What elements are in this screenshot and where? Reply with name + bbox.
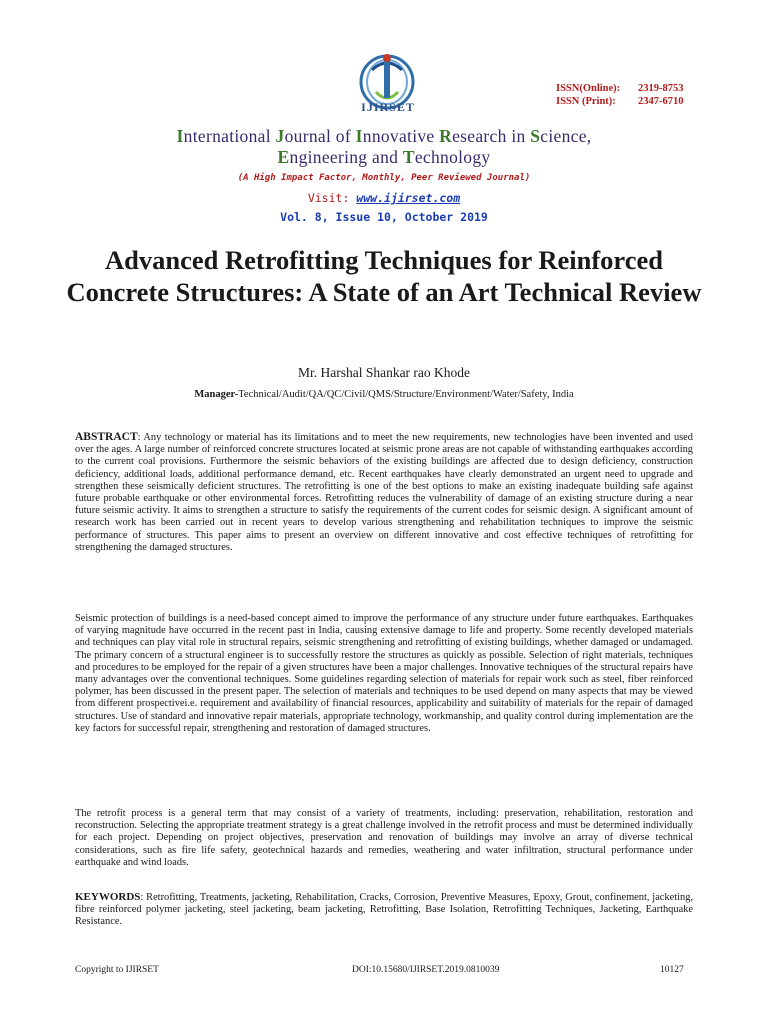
volume-issue: Vol. 8, Issue 10, October 2019 [280,210,488,224]
journal-word: ngineering and [289,147,403,167]
journal-tagline: (A High Impact Factor, Monthly, Peer Reviewed Journal) [237,173,531,183]
journal-cap: T [402,147,415,167]
keywords-heading: KEYWORDS [75,891,141,903]
journal-word: ournal of [284,126,356,146]
body-paragraph-1: Seismic protection of buildings is a need-based concept aimed to improve the performance of any structure under future earthquakes. Earthquakes of varying magnitude have occurred in the recent past in India, causing extensive damage to life and property. Some recently developed materials and techniques can play vital role in structural repairs, seismic strengthening and retrofitting of existing buildings, whether damaged or undamaged. The primary concern of a structural engineer is to successfully restore the structures as quickly as possible. Selection of right materials, techniques and procedures to be employed for the repair of a given structures have been a major challenges. Innovative techniques of the structural repairs have many advantages over the conventional techniques. Some guidelines regarding selection of materials for repair work such as steel, fiber reinforced polymer, has been discussed in the present paper. The selection of materials and techniques to be used depend on many aspects that may be viewed from different prospectivei.e. requirement and availability of financial resources, applicability and suitability of materials for the repair of damaged structures. Use of standard and innovative repair materials, appropriate technology, workmanship, and quality control during implementation are the key factors for successful repair, strengthening and restoration of damaged structures. [75,613,693,734]
journal-cap: R [439,126,453,146]
journal-website-link[interactable]: www.ijirset.com [356,191,461,205]
journal-word: echnology [414,147,491,167]
issn-block [556,82,684,108]
author-name: Mr. Harshal Shankar rao Khode [297,365,471,380]
issn-online-label: ISSN(Online): [556,83,621,94]
journal-cap: E [277,147,290,167]
journal-cap: I [355,126,363,146]
footer-doi: DOI:10.15680/IJIRSET.2019.0810039 [352,965,500,975]
affiliation-role: Manager- [194,389,239,400]
abstract-section [75,431,693,554]
keywords-section [75,891,693,929]
journal-name-line-2 [0,147,768,168]
journal-word: nnovative [362,126,440,146]
footer-copyright: Copyright to IJIRSET [75,965,159,975]
paper-title: Advanced Retrofitting Techniques for Reinforced Concrete Structures: A State of an Art Technical Review [66,245,702,307]
logo-text: IJIRSET [361,100,415,114]
journal-cap: S [530,126,541,146]
affiliation-detail: Technical/Audit/QA/QC/Civil/QMS/Structure/Environment/Water/Safety, India [238,389,574,400]
visit-line [0,191,768,205]
body-paragraph-2: The retrofit process is a general term that may consist of a variety of treatments, including: preservation, rehabilitation, restoration and reconstruction. Selecting the appropriate treatment strategy is a great challenge involved in the retrofit process and must be determined individually for each project. Depending on project objectives, preservation and renovation of buildings may involve an array of diverse technical considerations, such as fire life safety, geotechnical hazards and remedies, weathering and water infiltration, structural performance under earthquake and wind loads. [75,808,693,868]
keywords-text: : Retrofitting, Treatments, jacketing, Rehabilitation, Cracks, Corrosion, Preventive Measures, Epoxy, Grout, confinement, jacketing, fibre reinforced polymer jacketing, steel jacketing, beam jacketing, Retrofitting, Base Isolation, Retrofitting Techniques, Jacketing, Earthquake Resistance. [75,892,693,928]
author-affiliation [0,389,768,400]
footer-page-number: 10127 [660,965,684,975]
abstract-heading: ABSTRACT [75,431,138,443]
issn-print: 2347-6710 [638,96,684,107]
journal-word: esearch in [452,126,531,146]
visit-label: Visit: [307,191,357,205]
abstract-text: : Any technology or material has its limitations and to meet the new requirements, new technologies have been invented and used over the ages. A large number of reinforced concrete structures located at seismic prone areas are not capable of withstanding earthquakes according to the current coal provisions. Furthermore the seismic behaviors of the existing buildings are affected due to design deficiency, construction deficiency, additional loads, additional performance demand, etc. Recent earthquakes have clearly demonstrated an urgent need to upgrade and strengthen these seismically deficient structures. The retrofitting is one of the best options to make an existing inadequate building safe against future probable earthquake or other environmental forces. Retrofitting reduces the vulnerability of damage of an existing structure during a near future seismic activity. It aims to strengthen a structure to satisfy the requirements of the current codes for seismic design. A significant amount of research work has been carried out in recent years to develop various strengthening and rehabilitation techniques to improve the seismic performance of structures. This paper aims to present an overview on different innovative and cost effective techniques of retrofitting for strengthening the damaged structures. [75,432,693,553]
journal-word: nternational [183,126,276,146]
issn-print-label: ISSN (Print): [556,96,616,107]
journal-cap: I [176,126,184,146]
journal-cap: J [275,126,285,146]
issn-online: 2319-8753 [638,83,684,94]
journal-name-line-1 [0,126,768,147]
journal-word: cience, [540,126,592,146]
